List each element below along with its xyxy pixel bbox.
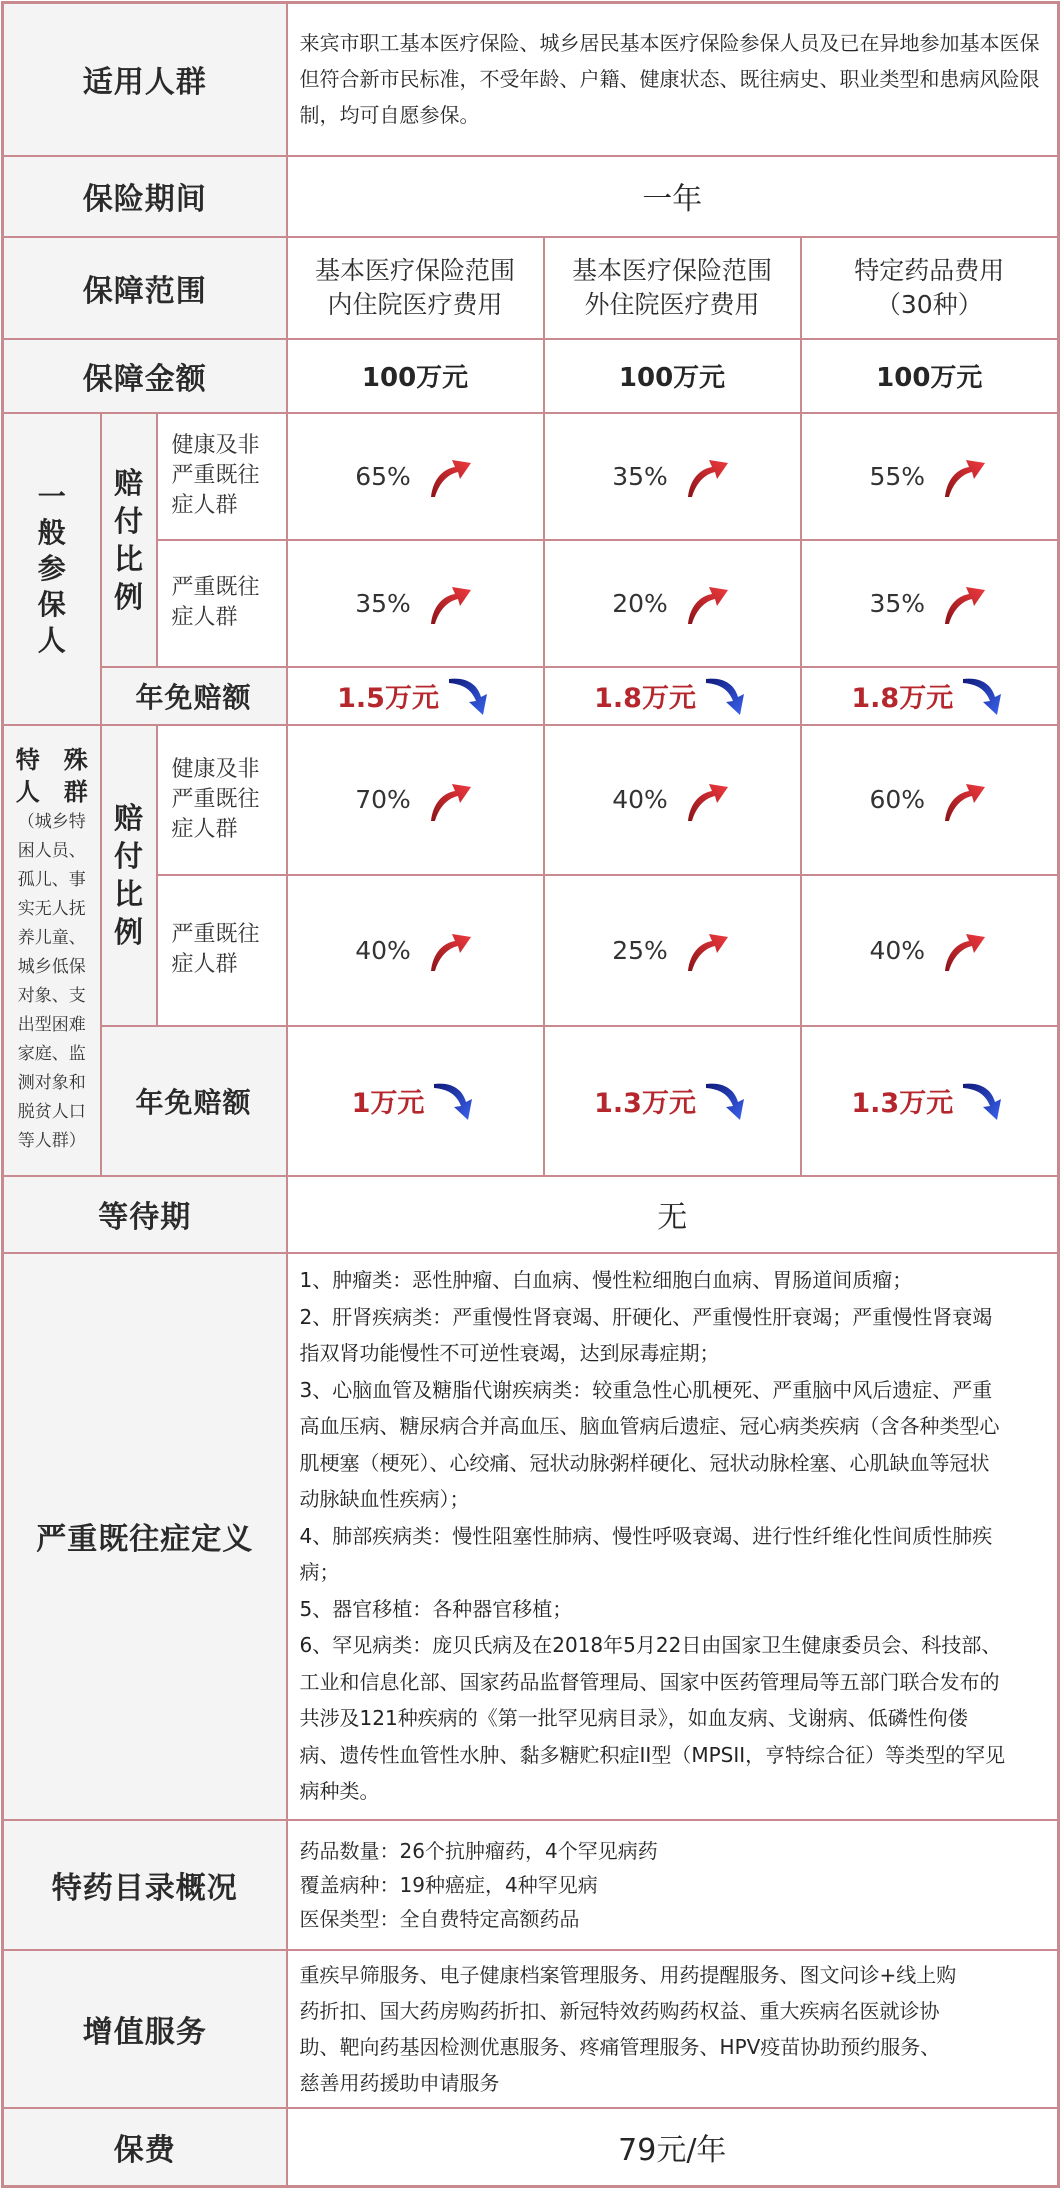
row-special-severe — [3, 875, 1059, 1026]
row-drugs — [3, 1820, 1059, 1950]
row-scope — [3, 237, 1059, 339]
scope-inpatient-outside — [544, 237, 801, 339]
special-group-label: 特 殊 人 群 （城乡特 困人员、 孤儿、事 实无人抚 养儿童、 城乡低保 对象、支 出型困难 家庭、监 测对象和 脱贫人口 等人群） — [3, 725, 101, 1176]
blue-down-arrow-icon — [443, 671, 493, 721]
eligible-text: 来宾市职工基本医疗保险、城乡居民基本医疗保险参保人员及已在异地参加基本医保但符合新市民标准，不受年龄、户籍、健康状态、既往病史、职业类型和患病风险限制，均可自愿参保。 — [287, 3, 1059, 156]
general-deductible-1: 1.5万元 — [287, 667, 544, 725]
services-text: 重疾早筛服务、电子健康档案管理服务、用药提醒服务、图文问诊+线上购 药折扣、国大药房购药折扣、新冠特效药购药权益、重大疾病名医就诊协 助、靶向药基因检测优惠服务、疼痛管理服务、HPV疫苗协助预约服务、 慈善用药援助申请服务 — [287, 1950, 1059, 2108]
general-severe-ratio-2: 20% — [544, 540, 801, 667]
red-up-arrow-icon — [939, 578, 989, 628]
red-up-arrow-icon — [682, 925, 732, 975]
special-deductible-1: 1万元 — [287, 1026, 544, 1176]
row-special-healthy — [3, 725, 1059, 875]
general-healthy-ratio-3: 55% — [801, 413, 1059, 540]
row-special-deductible — [3, 1026, 1059, 1176]
special-deductible-3: 1.3万元 — [801, 1026, 1059, 1176]
scope-col1-line1: 基本医疗保险范围 — [315, 255, 516, 285]
general-deductible-2: 1.8万元 — [544, 667, 801, 725]
scope-col3-line1: 特定药品费用 — [854, 255, 1005, 285]
general-severe-label: 严重既往 症人群 — [157, 540, 287, 667]
red-up-arrow-icon — [425, 925, 475, 975]
blue-down-arrow-icon — [700, 671, 750, 721]
period-label: 保险期间 — [3, 156, 287, 237]
special-healthy-ratio-3: 60% — [801, 725, 1059, 875]
scope-col3-line2: （30种） — [875, 289, 983, 319]
row-definition — [3, 1253, 1059, 1820]
blue-down-arrow-icon — [957, 671, 1007, 721]
scope-special-drugs — [801, 237, 1059, 339]
special-severe-label: 严重既往 症人群 — [157, 875, 287, 1026]
special-severe-ratio-3: 40% — [801, 875, 1059, 1026]
scope-label: 保障范围 — [3, 237, 287, 339]
amount-value-2: 100万元 — [544, 339, 801, 413]
amount-label: 保障金额 — [3, 339, 287, 413]
red-up-arrow-icon — [682, 451, 732, 501]
waiting-label: 等待期 — [3, 1176, 287, 1253]
general-healthy-ratio-2: 35% — [544, 413, 801, 540]
red-up-arrow-icon — [682, 578, 732, 628]
period-value: 一年 — [287, 156, 1059, 237]
scope-col2-line1: 基本医疗保险范围 — [572, 255, 773, 285]
general-ratio-label: 赔 付 比 例 — [101, 413, 157, 667]
amount-value-1: 100万元 — [287, 339, 544, 413]
general-group-label: 一 般 参 保 人 — [3, 413, 101, 725]
red-up-arrow-icon — [425, 451, 475, 501]
premium-label: 保费 — [3, 2108, 287, 2187]
special-healthy-ratio-1: 70% — [287, 725, 544, 875]
row-general-severe — [3, 540, 1059, 667]
general-deductible-3: 1.8万元 — [801, 667, 1059, 725]
premium-value: 79元/年 — [287, 2108, 1059, 2187]
definition-text: 1、肿瘤类：恶性肿瘤、白血病、慢性粒细胞白血病、胃肠道间质瘤； 2、肝肾疾病类：严重慢性肾衰竭、肝硬化、严重慢性肝衰竭；严重慢性肾衰竭 指双肾功能慢性不可逆性衰竭，达到尿毒症期； 3、心脑血管及糖脂代谢疾病类：较重急性心肌梗死、严重脑中风后遗症、严重 高血压病、糖尿病合并高血压、脑血管病后遗症、冠心病类疾病（含各种类型心 肌梗塞（梗死）、心绞痛、冠状动脉粥样硬化、冠状动脉栓塞、心肌缺血等冠状 动脉缺血性疾病）； 4、肺部疾病类：慢性阻塞性肺病、慢性呼吸衰竭、进行性纤维化性间质性肺疾 病； 5、器官移植：各种器官移植； 6、罕见病类：庞贝氏病及在2018年5月22日由国家卫生健康委员会、科技部、 工业和信息化部、国家药品监督管理局、国家中医药管理局等五部门联合发布的 共涉及121种疾病的《第一批罕见病目录》，如血友病、戈谢病、低磷性佝偻 病、遗传性血管性水肿、黏多糖贮积症II型（MPSII，亨特综合征）等类型的罕见 病种类。 — [287, 1253, 1059, 1820]
row-period — [3, 156, 1059, 237]
special-healthy-ratio-2: 40% — [544, 725, 801, 875]
row-general-healthy — [3, 413, 1059, 540]
general-healthy-label: 健康及非 严重既往 症人群 — [157, 413, 287, 540]
special-healthy-label: 健康及非 严重既往 症人群 — [157, 725, 287, 875]
red-up-arrow-icon — [682, 775, 732, 825]
services-label: 增值服务 — [3, 1950, 287, 2108]
waiting-value: 无 — [287, 1176, 1059, 1253]
drugs-label: 特药目录概况 — [3, 1820, 287, 1950]
general-severe-ratio-3: 35% — [801, 540, 1059, 667]
row-premium — [3, 2108, 1059, 2187]
scope-col2-line2: 外住院医疗费用 — [584, 289, 760, 319]
special-ratio-label: 赔 付 比 例 — [101, 725, 157, 1026]
scope-col1-line2: 内住院医疗费用 — [327, 289, 503, 319]
definition-label: 严重既往症定义 — [3, 1253, 287, 1820]
eligible-label: 适用人群 — [3, 3, 287, 156]
row-services — [3, 1950, 1059, 2108]
special-severe-ratio-1: 40% — [287, 875, 544, 1026]
red-up-arrow-icon — [425, 775, 475, 825]
general-severe-ratio-1: 35% — [287, 540, 544, 667]
row-general-deductible — [3, 667, 1059, 725]
special-deductible-label: 年免赔额 — [101, 1026, 287, 1176]
drugs-text: 药品数量：26个抗肿瘤药，4个罕见病药 覆盖病种：19种癌症，4种罕见病 医保类型：全自费特定高额药品 — [287, 1820, 1059, 1950]
amount-value-3: 100万元 — [801, 339, 1059, 413]
special-severe-ratio-2: 25% — [544, 875, 801, 1026]
blue-down-arrow-icon — [428, 1076, 478, 1126]
row-amount — [3, 339, 1059, 413]
insurance-plan-table — [1, 1, 1060, 2188]
blue-down-arrow-icon — [957, 1076, 1007, 1126]
row-waiting — [3, 1176, 1059, 1253]
scope-inpatient-within — [287, 237, 544, 339]
red-up-arrow-icon — [939, 775, 989, 825]
general-healthy-ratio-1: 65% — [287, 413, 544, 540]
general-deductible-label: 年免赔额 — [101, 667, 287, 725]
blue-down-arrow-icon — [700, 1076, 750, 1126]
special-deductible-2: 1.3万元 — [544, 1026, 801, 1176]
row-eligible — [3, 3, 1059, 156]
red-up-arrow-icon — [939, 451, 989, 501]
red-up-arrow-icon — [425, 578, 475, 628]
red-up-arrow-icon — [939, 925, 989, 975]
